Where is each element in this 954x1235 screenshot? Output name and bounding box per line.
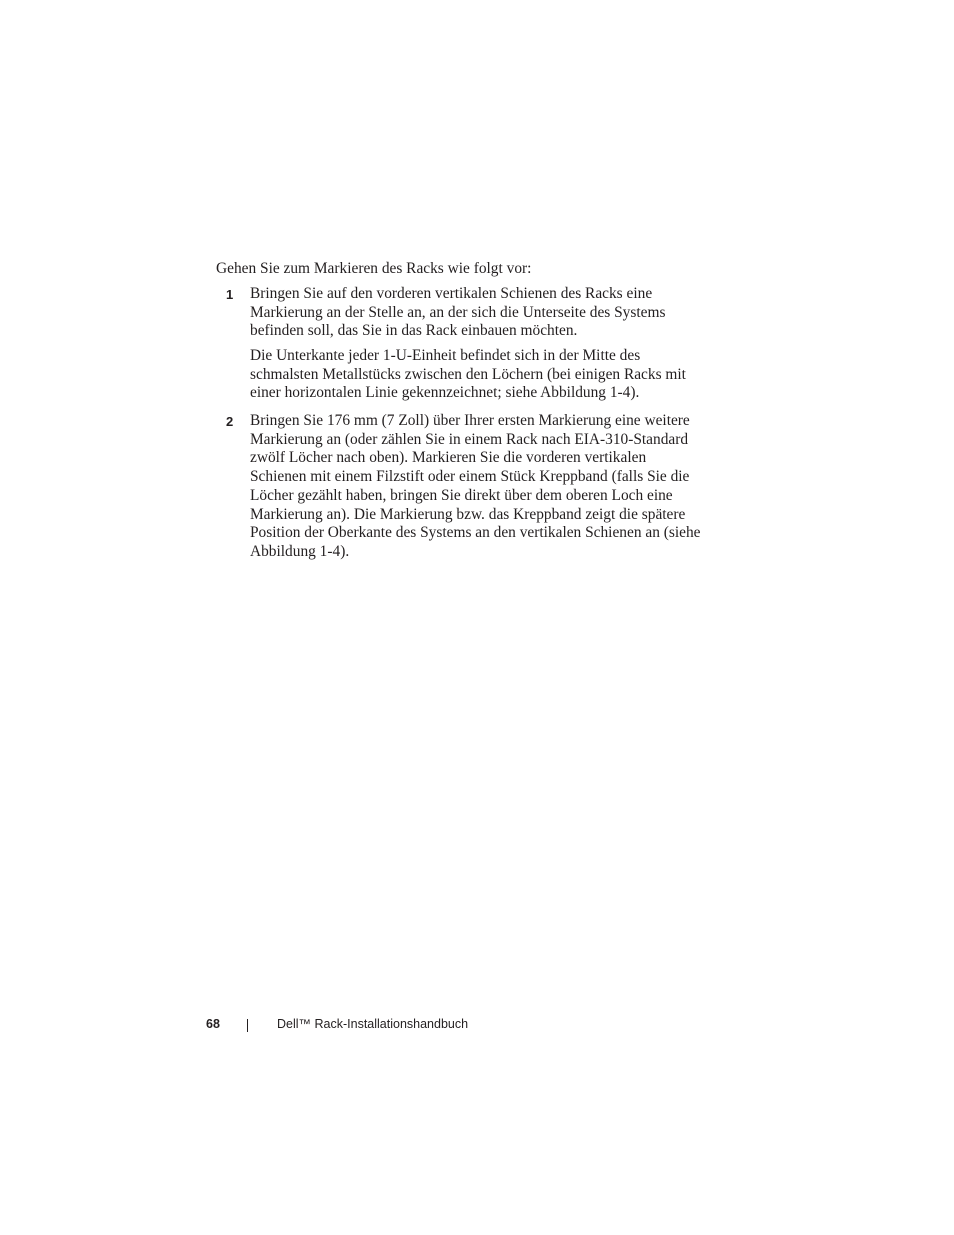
document-title: Dell™ Rack-Installationshandbuch bbox=[277, 1017, 469, 1031]
step-number: 2 bbox=[226, 414, 234, 429]
step-note: Die Unterkante jeder 1-U-Einheit befindet sich in der Mitte des schmalsten Metallstücks zwischen den Löchern (bei einigen Racks mit einer horizontalen Linie gekennzeichnet; siehe Abbildung 1-4). bbox=[250, 347, 686, 402]
step-text: Bringen Sie auf den vorderen vertikalen Schienen des Racks eine Markierung an der Stelle an, an der sich die Unterseite des Systems befinden soll, das Sie in das Rack einbauen möchten. bbox=[250, 285, 666, 340]
page-number: 68 bbox=[206, 1017, 220, 1031]
step-text: Bringen Sie 176 mm (7 Zoll) über Ihrer ersten Markierung eine weitere Markierung an (oder zählen Sie in einem Rack nach EIA-310-Standard zwölf Löcher nach oben). Markieren Sie die vorderen vertikalen Schienen mit einem Filzstift oder einem Stück Kreppband (falls Sie die Löcher gezählt haben, bringen Sie direkt über dem oberen Loch eine Markierung an). Die Markierung bzw. das Kreppband zeigt die spätere Position der Oberkante des Systems an den vertikalen Schienen an (siehe Abbildung 1-4). bbox=[250, 412, 701, 560]
step-number: 1 bbox=[226, 287, 234, 302]
footer-separator bbox=[247, 1019, 248, 1032]
intro-paragraph: Gehen Sie zum Markieren des Racks wie folgt vor: bbox=[216, 260, 532, 277]
page-footer bbox=[0, 1016, 954, 1036]
